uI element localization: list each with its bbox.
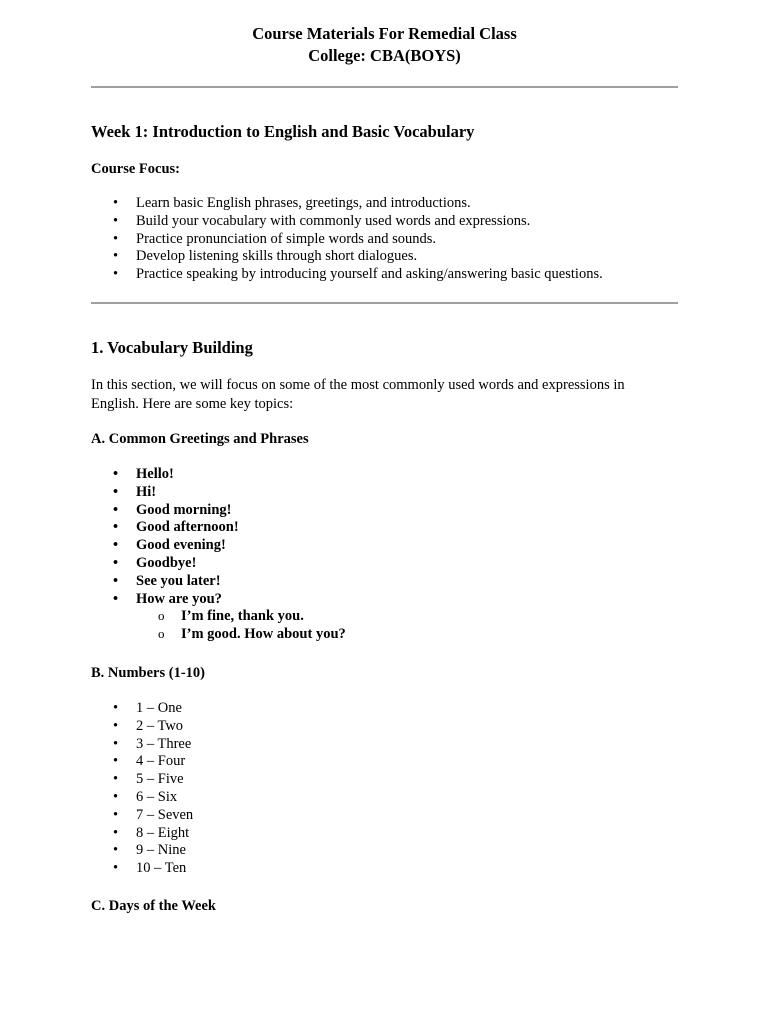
- list-item: • 5 – Five: [91, 771, 678, 789]
- list-item: • Hi!: [91, 484, 678, 502]
- college-name: College: CBA(BOYS): [308, 46, 461, 65]
- horizontal-rule-middle: [91, 302, 678, 304]
- list-item: • Good morning!: [91, 502, 678, 520]
- list-item: • Hello!: [91, 466, 678, 484]
- list-item: • 3 – Three: [91, 736, 678, 754]
- list-item: • Good evening!: [91, 537, 678, 555]
- list-item: • Build your vocabulary with commonly used words and expressions.: [91, 213, 678, 231]
- list-item: • Develop listening skills through short dialogues.: [91, 248, 678, 266]
- days-heading: C. Days of the Week: [91, 898, 216, 914]
- list-item: • 7 – Seven: [91, 807, 678, 825]
- list-item: • 8 – Eight: [91, 825, 678, 843]
- list-item: • 10 – Ten: [91, 860, 678, 878]
- numbers-list: [91, 700, 678, 878]
- numbers-heading: B. Numbers (1-10): [91, 665, 205, 681]
- course-focus-list: [91, 195, 678, 284]
- list-item: • 2 – Two: [91, 718, 678, 736]
- list-item-label: How are you?: [136, 590, 222, 607]
- list-item: • Learn basic English phrases, greetings, and introductions.: [91, 195, 678, 213]
- horizontal-rule-top: [91, 86, 678, 88]
- list-item: • Practice speaking by introducing yourself and asking/answering basic questions.: [91, 266, 678, 284]
- week-heading: Week 1: Introduction to English and Basic Vocabulary: [91, 122, 475, 141]
- course-focus-label: Course Focus:: [91, 161, 181, 177]
- list-item: • 4 – Four: [91, 753, 678, 771]
- list-item: • 1 – One: [91, 700, 678, 718]
- list-item-how-are-you: [91, 591, 678, 644]
- greetings-list: [91, 466, 678, 644]
- sublist-item: o I’m good. How about you?: [136, 626, 678, 644]
- vocabulary-intro: In this section, we will focus on some of the most commonly used words and expressions in English. Here are some key topics:: [91, 377, 625, 412]
- greetings-heading: A. Common Greetings and Phrases: [91, 431, 309, 447]
- list-item: • Practice pronunciation of simple words and sounds.: [91, 231, 678, 249]
- list-item: • See you later!: [91, 573, 678, 591]
- list-item: • Good afternoon!: [91, 519, 678, 537]
- list-item: • 6 – Six: [91, 789, 678, 807]
- document-title: Course Materials For Remedial Class: [252, 24, 517, 43]
- vocabulary-heading: 1. Vocabulary Building: [91, 338, 253, 357]
- list-item: • 9 – Nine: [91, 842, 678, 860]
- sublist-item: o I’m fine, thank you.: [136, 608, 678, 626]
- responses-sublist: [136, 608, 678, 644]
- list-item: • Goodbye!: [91, 555, 678, 573]
